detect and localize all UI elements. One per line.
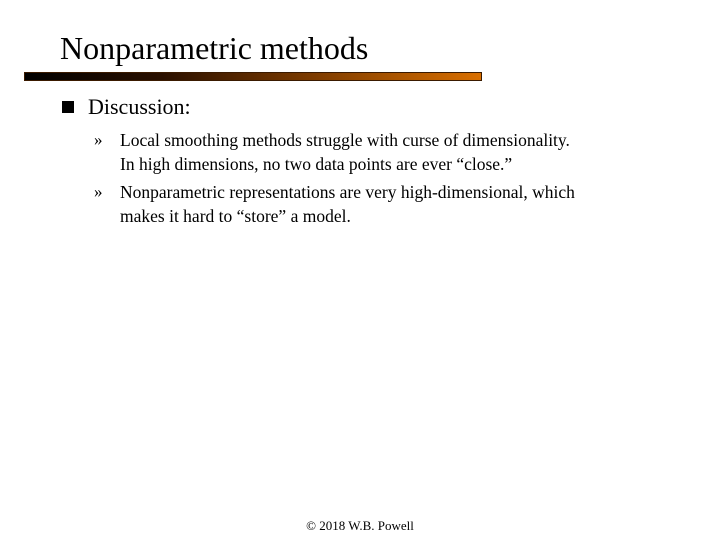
sub-bullet-2 — [94, 180, 664, 228]
slide-title: Nonparametric methods — [60, 30, 369, 66]
title-underline-bar — [24, 72, 482, 81]
footer-copyright: © 2018 W.B. Powell — [306, 518, 414, 533]
square-bullet-icon — [62, 101, 74, 113]
sub-bullet-marker: » — [94, 130, 103, 149]
sub-bullet-text: Nonparametric representations are very high-dimensional, which makes it hard to “store” a model. — [120, 182, 575, 226]
sub-bullet-1 — [94, 128, 664, 176]
bullet-text: Discussion: — [88, 94, 191, 119]
sub-bullet-marker: » — [94, 182, 103, 201]
bullet-discussion — [62, 95, 191, 119]
sub-bullet-text: Local smoothing methods struggle with curse of dimensionality. In high dimensions, no two data points are ever “close.” — [120, 130, 570, 174]
